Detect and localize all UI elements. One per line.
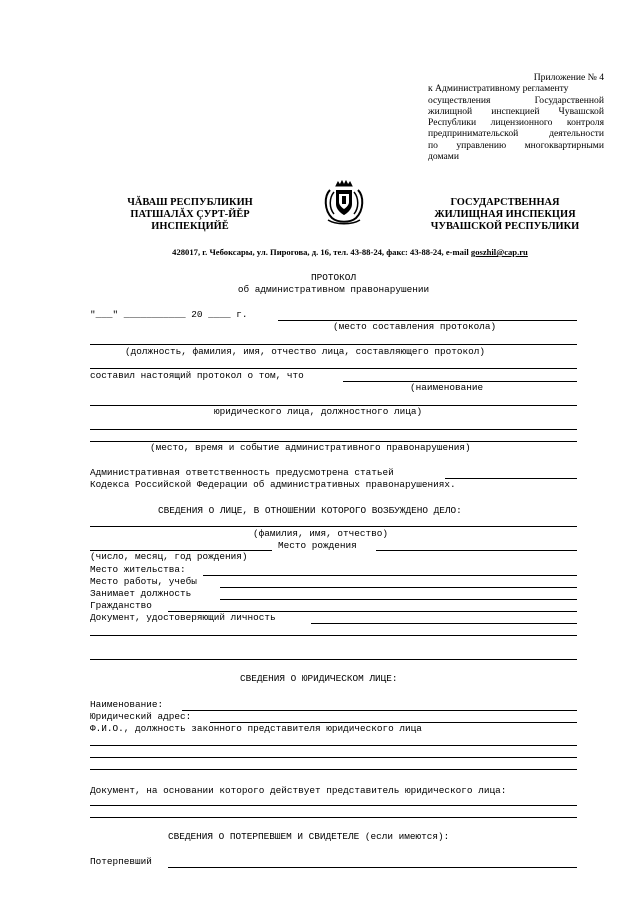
id-doc-line-3[interactable] xyxy=(90,659,577,660)
appendix-line-8: домами xyxy=(428,151,459,163)
liability-label: Административная ответственность предусмотрена статьей xyxy=(90,467,394,478)
legal-name-label: Наименование: xyxy=(90,699,164,710)
header-chuvash-line-3: ИНСПЕКЦИЙĔ xyxy=(151,221,229,232)
header-chuvash xyxy=(90,197,290,233)
header-chuvash-line-1: ЧĂВАШ РЕСПУБЛИКИН xyxy=(127,197,253,208)
representative-line-2[interactable] xyxy=(90,757,577,758)
victim-section-title: СВЕДЕНИЯ О ПОТЕРПЕВШЕМ И СВИДЕТЕЛЕ (если имеются): xyxy=(168,831,450,842)
header-russian-line-1: ГОСУДАРСТВЕННАЯ xyxy=(450,197,560,208)
appendix-note xyxy=(428,72,604,162)
residence-label: Место жительства: xyxy=(90,564,186,575)
position-line[interactable] xyxy=(220,599,577,600)
appendix-line-1: Приложение № 4 xyxy=(533,72,604,83)
place-hint: (место составления протокола) xyxy=(333,321,497,332)
birthplace-label: Место рождения xyxy=(278,540,357,551)
header-russian-line-3: ЧУВАШСКОЙ РЕСПУБЛИКИ xyxy=(430,221,580,232)
rep-doc-line-2[interactable] xyxy=(90,817,577,818)
address-text: 428017, г. Чебоксары, ул. Пирогова, д. 16, тел. 43-88-24, факс: 43-88-24, e-mail xyxy=(172,247,471,257)
position-label: Занимает должность xyxy=(90,588,192,599)
entity-hint: юридического лица, должностного лица) xyxy=(214,406,423,417)
appendix-line-5: Республики лицензионного контроля xyxy=(428,117,604,129)
work-line[interactable] xyxy=(220,587,577,588)
header-chuvash-line-2: ПАТШАЛĂХ ÇУРТ-ЙĔР xyxy=(130,209,250,220)
id-doc-line-2[interactable] xyxy=(90,635,577,636)
legal-address-label: Юридический адрес: xyxy=(90,711,192,722)
composed-label: составил настоящий протокол о том, что xyxy=(90,370,304,381)
fio-hint: (фамилия, имя, отчество) xyxy=(253,528,389,539)
id-doc-line[interactable] xyxy=(311,623,577,624)
coat-of-arms-icon xyxy=(322,180,366,226)
appendix-line-2: к Административному регламенту xyxy=(428,83,569,95)
blank-line-1[interactable] xyxy=(90,368,577,369)
residence-line[interactable] xyxy=(203,575,577,576)
event-line-1[interactable] xyxy=(90,429,577,430)
birthdate-hint: (число, месяц, год рождения) xyxy=(90,551,248,562)
representative-line-3[interactable] xyxy=(90,769,577,770)
document-subtitle: об административном правонарушении xyxy=(237,284,430,295)
rep-doc-label: Документ, на основании которого действует представитель юридического лица: xyxy=(90,785,507,796)
victim-line[interactable] xyxy=(168,867,577,868)
representative-label: Ф.И.О., должность законного представителя юридического лица xyxy=(90,723,422,734)
official-line[interactable] xyxy=(90,344,577,345)
appendix-line-3: осуществления Государственной xyxy=(428,94,604,106)
article-line[interactable] xyxy=(445,478,577,479)
appendix-line-7: по управлению многоквартирными xyxy=(428,139,604,151)
coat-of-arms-emblem xyxy=(322,180,366,226)
liability-label-2: Кодекса Российской Федерации об административных правонарушениях. xyxy=(90,479,456,490)
id-doc-label: Документ, удостоверяющий личность xyxy=(90,612,276,623)
header-address xyxy=(70,247,630,257)
representative-line-1[interactable] xyxy=(90,745,577,746)
rep-doc-line-1[interactable] xyxy=(90,805,577,806)
legal-name-line[interactable] xyxy=(182,710,577,711)
email-link[interactable]: goszhil@cap.ru xyxy=(470,247,528,257)
header-russian-line-2: ЖИЛИЩНАЯ ИНСПЕКЦИЯ xyxy=(434,209,576,220)
official-hint: (должность, фамилия, имя, отчество лица, составляющего протокол) xyxy=(125,346,486,357)
name-hint: (наименование xyxy=(410,382,484,393)
person-section-title: СВЕДЕНИЯ О ЛИЦЕ, В ОТНОШЕНИИ КОТОРОГО ВОЗБУЖДЕНО ДЕЛО: xyxy=(158,505,462,516)
citizenship-label: Гражданство xyxy=(90,600,152,611)
event-hint: (место, время и событие административного правонарушения) xyxy=(150,442,471,453)
legal-section-title: СВЕДЕНИЯ О ЮРИДИЧЕСКОМ ЛИЦЕ: xyxy=(240,673,398,684)
date-field[interactable]: "___" ___________ 20 ____ г. xyxy=(90,309,248,320)
document-title: ПРОТОКОЛ xyxy=(310,272,356,283)
fio-line[interactable] xyxy=(90,526,577,527)
birthplace-line[interactable] xyxy=(376,550,577,551)
victim-label: Потерпевший xyxy=(90,856,152,867)
appendix-line-4: жилищной инспекцией Чувашской xyxy=(428,105,604,117)
work-label: Место работы, учебы xyxy=(90,576,197,587)
header-russian xyxy=(390,197,620,233)
appendix-line-6: предпринимательской деятельности xyxy=(428,128,604,140)
